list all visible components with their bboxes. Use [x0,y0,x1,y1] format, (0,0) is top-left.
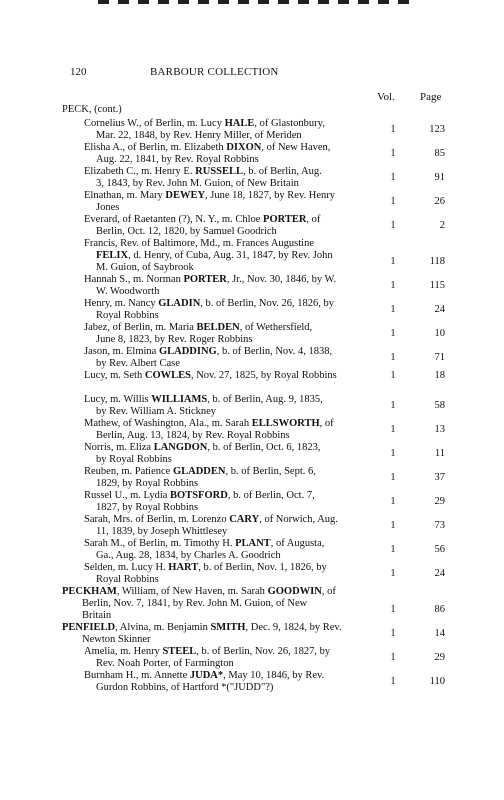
volume-number: 1 [390,400,396,411]
volume-number: 1 [390,370,396,381]
record-entry [84,442,374,466]
record-entry [62,586,352,622]
record-entry [84,346,374,370]
entry-text-line: Selden, m. Lucy H. HART, b. of Berlin, Nov. 1, 1826, by [84,562,327,573]
page-reference: 24 [434,304,445,315]
entry-text-line: 1827, by Royal Robbins [96,502,199,513]
record-entry [84,418,374,442]
record-entry [84,190,374,214]
entry-text-line: by Rev. William A. Stickney [96,406,217,417]
record-entry [84,538,374,562]
entry-text-line: Royal Robbins [96,310,159,321]
entry-text-line: Henry, m. Nancy GLADIN, b. of Berlin, Nov. 26, 1826, by [84,298,335,309]
volume-number: 1 [390,352,396,363]
entry-text-line: Sarah, Mrs. of Berlin, m. Lorenzo CARY, of Norwich, Aug. [84,514,338,525]
record-entry [84,466,374,490]
record-entry [84,490,374,514]
entry-text-line: M. Guion, of Saybrook [96,262,194,273]
entry-text-line: 3, 1843, by Rev. John M. Guion, of New Britain [96,178,299,189]
page-reference: 56 [434,544,445,555]
page-reference: 11 [434,448,445,459]
page-reference: 71 [434,352,445,363]
page-reference: 110 [429,676,445,687]
entry-text-line: Gurdon Robbins, of Hartford *("JUDD"?) [96,682,274,693]
page-reference: 29 [434,496,445,507]
entry-text-line: Jones [96,202,120,213]
entry-text-line: Elizabeth C., m. Henry E. RUSSELL, b. of Berlin, Aug. [84,166,322,177]
page-reference: 2 [439,220,445,231]
record-entry [84,298,374,322]
entry-text-line: Royal Robbins [96,574,159,585]
entry-text-line: PECKHAM, William, of New Haven, m. Sarah GOODWIN, of [62,586,336,597]
volume-number: 1 [390,424,396,435]
page-reference: 91 [434,172,445,183]
entry-text-line: Lucy, m. Seth COWLES, Nov. 27, 1825, by Royal Robbins [84,370,337,381]
record-entry [84,166,374,190]
record-entry [84,322,374,346]
section-heading-peck: PECK, (cont.) [62,104,122,115]
entry-text-line: by Royal Robbins [96,454,172,465]
page-reference: 73 [434,520,445,531]
page-reference: 37 [434,472,445,483]
record-entry [84,142,374,166]
record-entry [84,214,374,238]
entry-text-line: PENFIELD, Alvina, m. Benjamin SMITH, Dec. 9, 1824, by Rev. [62,622,342,633]
volume-number: 1 [390,568,396,579]
record-entry [84,118,374,142]
page-reference: 118 [429,256,445,267]
record-entry [84,274,374,298]
entry-text-line: Jabez, of Berlin, m. Maria BELDEN, of Wethersfield, [84,322,313,333]
record-entry [84,238,374,274]
volume-number: 1 [390,124,396,135]
volume-number: 1 [390,520,396,531]
page-reference: 14 [434,628,445,639]
volume-number: 1 [390,280,396,291]
record-entry [62,622,352,646]
entry-text-line: Mathew, of Washington, Ala., m. Sarah ELLSWORTH, of [84,418,334,429]
record-entry [84,514,374,538]
entry-text-line: FELIX, d. Henry, of Cuba, Aug. 31, 1847, by Rev. John [96,250,333,261]
page-reference: 85 [434,148,445,159]
volume-number: 1 [390,304,396,315]
entry-text-line: Elisha A., of Berlin, m. Elizabeth DIXON, of New Haven, [84,142,331,153]
page-reference: 13 [434,424,445,435]
page-reference: 10 [434,328,445,339]
page-number: 120 [70,66,87,78]
entry-text-line: Newton Skinner [82,634,151,645]
entry-text-line: Lucy, m. Willis WILLIAMS, b. of Berlin, Aug. 9, 1835, [84,394,323,405]
record-entry [84,646,374,670]
page-reference: 86 [434,604,445,615]
volume-number: 1 [390,328,396,339]
entry-text-line: 1829, by Royal Robbins [96,478,199,489]
entry-text-line: Sarah M., of Berlin, m. Timothy H. PLANT, of Augusta, [84,538,325,549]
entry-text-line: Everard, of Raetanten (?), N. Y., m. Chloe PORTER, of [84,214,321,225]
entry-text-line: Ga., Aug. 28, 1834, by Charles A. Goodrich [96,550,281,561]
page-reference: 115 [429,280,445,291]
entry-text-line: 11, 1839, by Joseph Whittlesey [96,526,228,537]
record-entry [84,370,374,382]
page-reference: 123 [429,124,445,135]
entry-text-line: Francis, Rev. of Baltimore, Md., m. Frances Augustine [84,238,314,249]
volume-number: 1 [390,676,396,687]
entry-text-line: Aug. 22, 1841, by Rev. Royal Robbins [96,154,259,165]
page-reference: 26 [434,196,445,207]
page-reference: 18 [434,370,445,381]
volume-number: 1 [390,220,396,231]
record-entry [84,562,374,586]
volume-number: 1 [390,652,396,663]
entry-text-line: Elnathan, m. Mary DEWEY, June 18, 1827, by Rev. Henry [84,190,336,201]
entry-text-line: Cornelius W., of Berlin, m. Lucy HALE, of Glastonbury, [84,118,325,129]
volume-number: 1 [390,148,396,159]
volume-number: 1 [390,256,396,267]
entry-text-line: Norris, m. Eliza LANGDON, b. of Berlin, Oct. 6, 1823, [84,442,321,453]
page-column-header: Page [420,91,442,103]
entry-text-line: Jason, m. Elmina GLADDING, b. of Berlin, Nov. 4, 1838, [84,346,333,357]
volume-number: 1 [390,448,396,459]
vol-column-header: Vol. [377,91,395,103]
page-reference: 24 [434,568,445,579]
running-head: BARBOUR COLLECTION [150,66,279,78]
entry-text-line: Hannah S., m. Norman PORTER, Jr., Nov. 30, 1846, by W. [84,274,337,285]
volume-number: 1 [390,472,396,483]
volume-number: 1 [390,196,396,207]
page-reference: 58 [434,400,445,411]
entry-text-line: Burnham H., m. Annette JUDA*, May 10, 1846, by Rev. [84,670,325,681]
entry-text-line: Britain [82,610,112,621]
entry-text-line: Berlin, Oct. 12, 1820, by Samuel Goodrich [96,226,277,237]
entry-text-line: by Rev. Albert Case [96,358,180,369]
record-entry [84,394,374,418]
volume-number: 1 [390,172,396,183]
volume-number: 1 [390,496,396,507]
entry-text-line: Berlin, Nov. 7, 1841, by Rev. John M. Guion, of New [82,598,308,609]
volume-number: 1 [390,628,396,639]
entry-text-line: Berlin, Aug. 13, 1824, by Rev. Royal Robbins [96,430,290,441]
entry-text-line: Reuben, m. Patience GLADDEN, b. of Berlin, Sept. 6, [84,466,316,477]
volume-number: 1 [390,544,396,555]
page-reference: 29 [434,652,445,663]
entry-text-line: Rev. Noah Porter, of Farmington [96,658,234,669]
volume-number: 1 [390,604,396,615]
entry-text-line: Russel U., m. Lydia BOTSFORD, b. of Berlin, Oct. 7, [84,490,315,501]
record-entry [84,670,374,694]
entry-text-line: June 8, 1823, by Rev. Roger Robbins [96,334,253,345]
entry-text-line: Amelia, m. Henry STEEL, b. of Berlin, Nov. 26, 1827, by [84,646,331,657]
entry-text-line: Mar. 22, 1848, by Rev. Henry Miller, of Meriden [96,130,302,141]
entry-text-line: W. Woodworth [96,286,160,297]
